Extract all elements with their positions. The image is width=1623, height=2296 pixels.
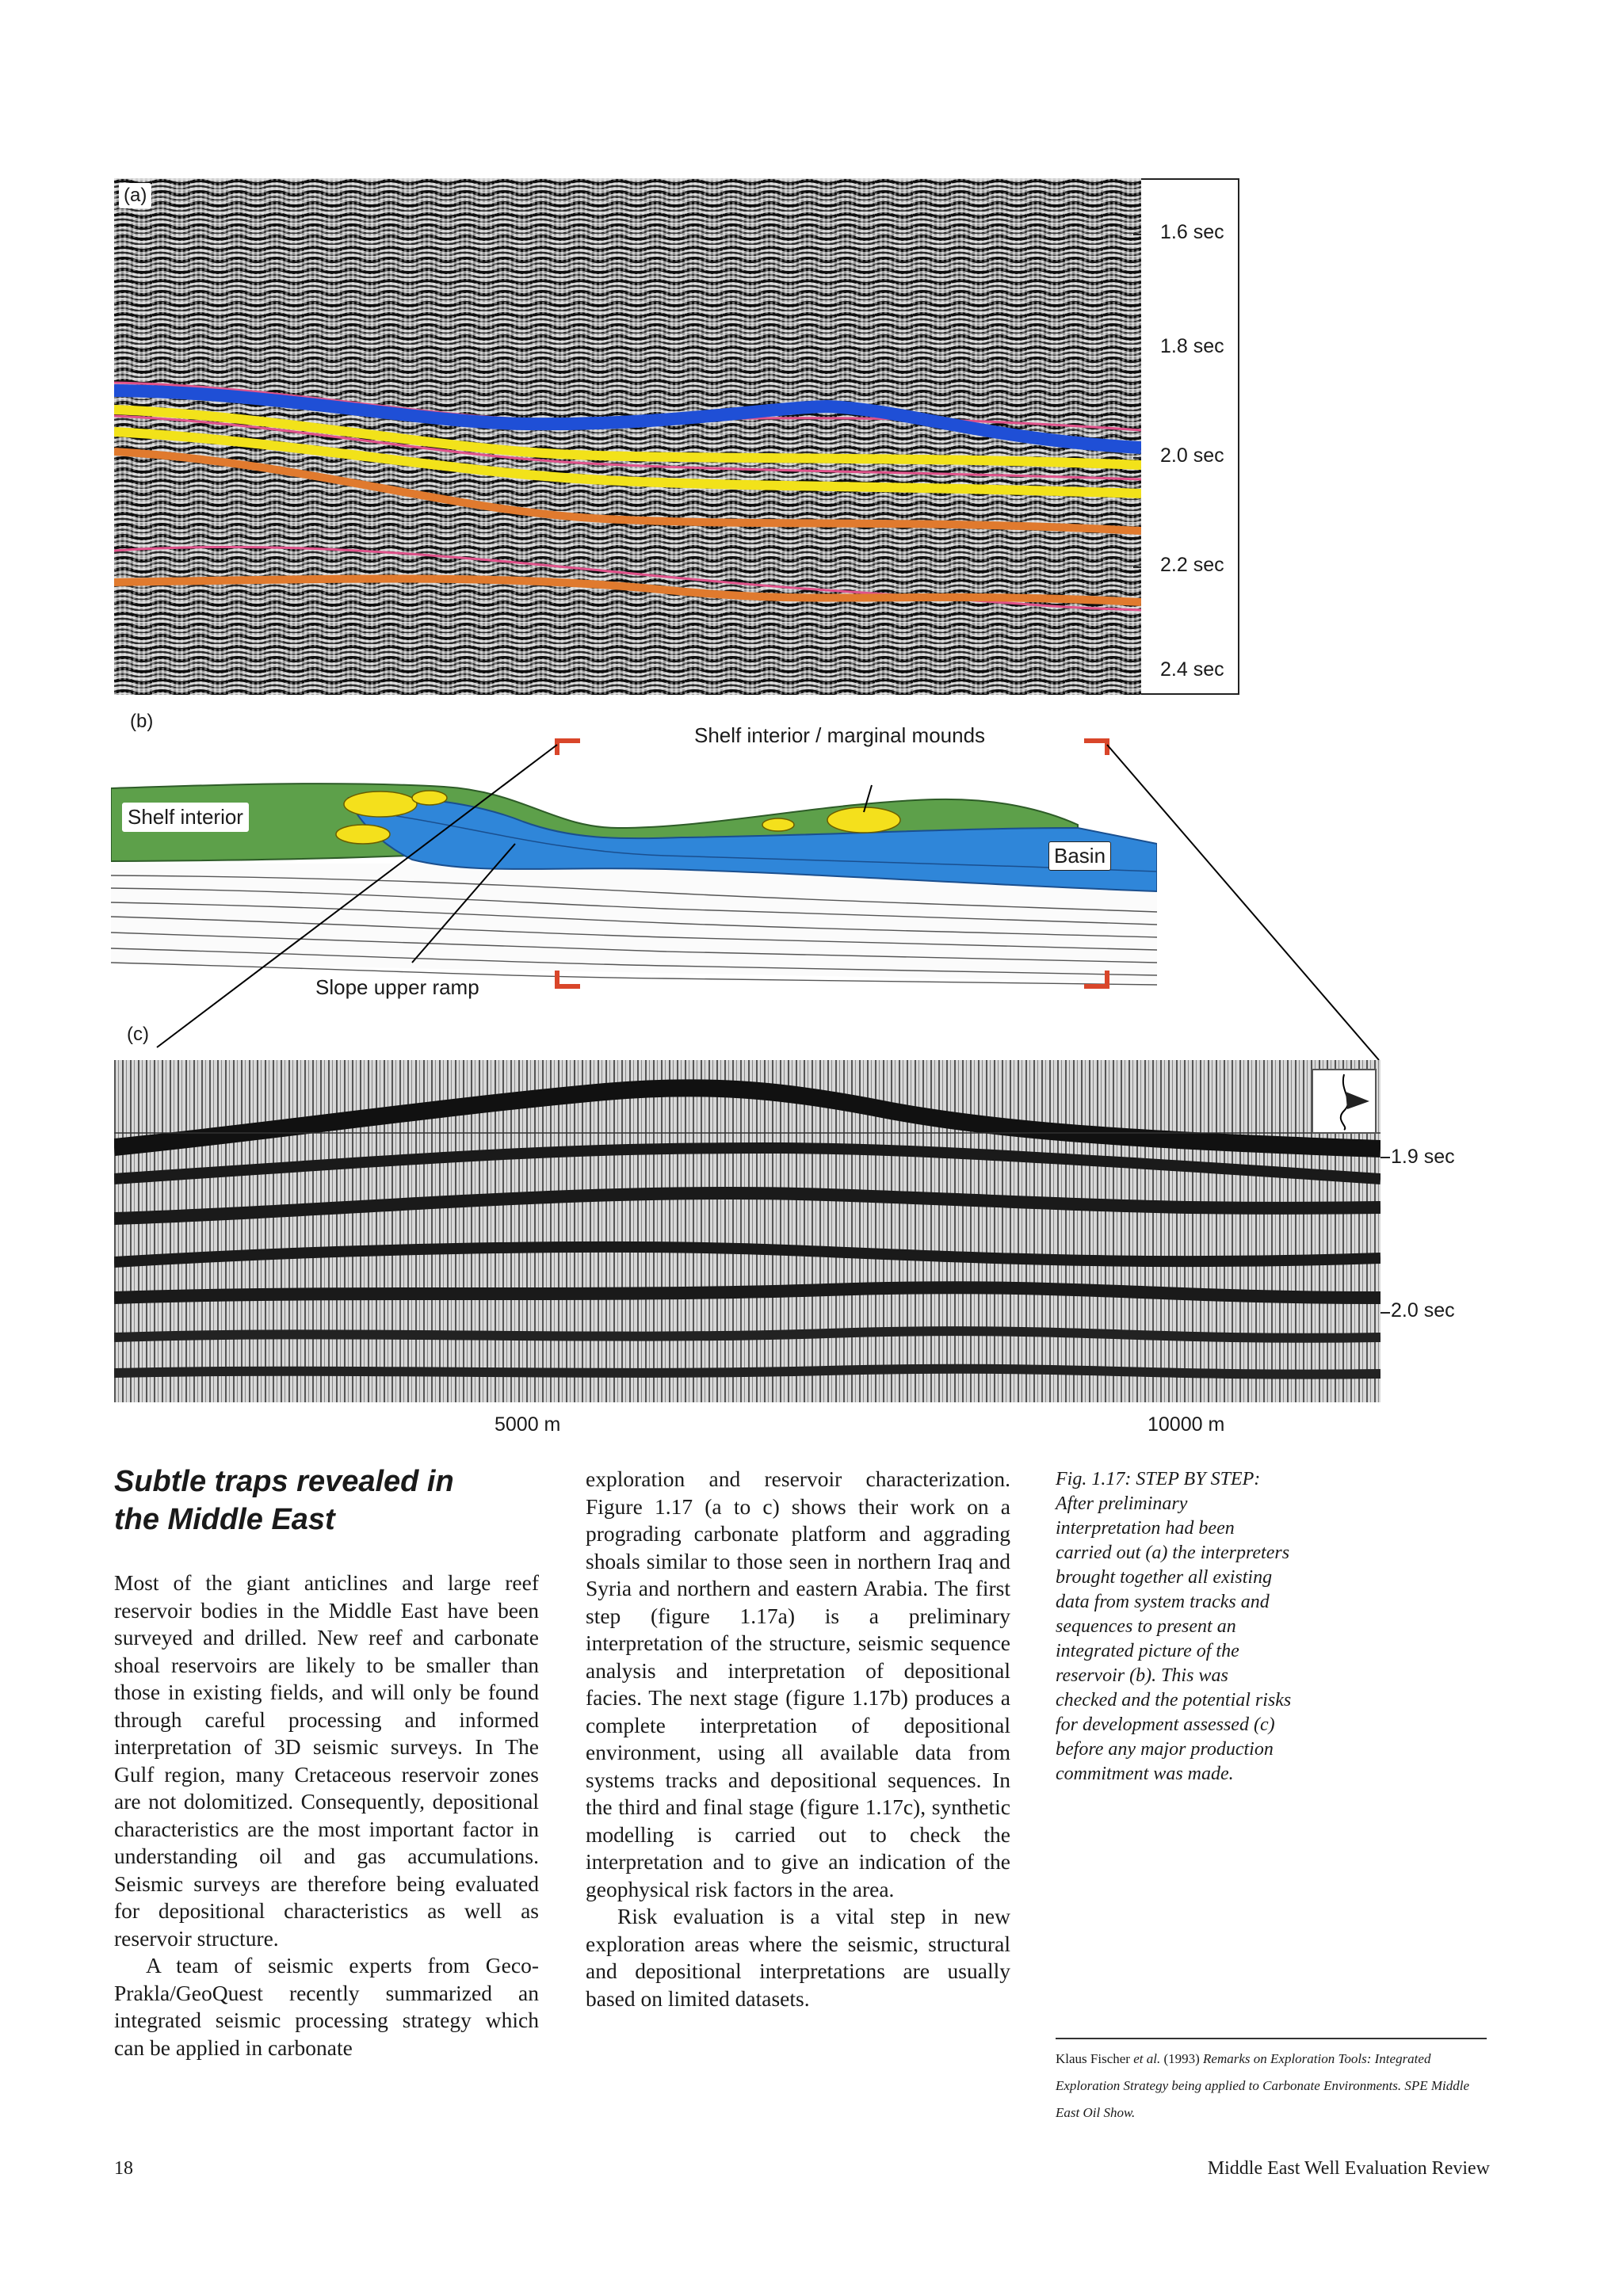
reference-title: Remarks on Exploration Tools: Integrated Exploration Strategy being applied to Carbonate Environments. SPE Middle East Oil Show. xyxy=(1056,2051,1470,2120)
column-2 xyxy=(586,1466,1010,2012)
reference-year: (1993) xyxy=(1163,2051,1200,2066)
caption-text: After preliminary interpretation had been carried out (a) the interpreters brought together all existing data from system tracks and sequences to present an integrated picture of the reservoir (b). This was checked and the potential risks for development assessed (c) before any major production commitment was made. xyxy=(1056,1493,1292,1784)
panel-a-label: (a) xyxy=(119,183,151,208)
slope-label: Slope upper ramp xyxy=(315,975,479,999)
zoom-connector-lines xyxy=(0,0,1623,1109)
time-tick-label: 2.0 sec xyxy=(1160,444,1224,467)
reference-etal: et al. xyxy=(1133,2051,1161,2066)
shelf-interior-label: Shelf interior xyxy=(122,803,249,832)
title-line-2: the Middle East xyxy=(114,1503,335,1536)
tick-mark xyxy=(1381,1157,1390,1158)
page-number: 18 xyxy=(114,2158,133,2179)
caption-label: Fig. 1.17: STEP BY STEP: xyxy=(1056,1469,1261,1489)
column-1 xyxy=(114,1569,539,2061)
figure-caption xyxy=(1056,1467,1293,1787)
basin-label: Basin xyxy=(1048,841,1111,871)
paragraph: A team of seismic experts from Geco-Prakla/GeoQuest recently summarized an integrated seismic processing strategy which can be applied in carbonate xyxy=(114,1953,539,2060)
distance-tick-label: 5000 m xyxy=(495,1413,561,1436)
article-title xyxy=(114,1463,558,1539)
panel-b-label: (b) xyxy=(125,709,158,734)
paragraph: Most of the giant anticlines and large reef reservoir bodies in the Middle East have been surveyed and drilled. New reef and carbonate shoal reservoirs are likely to be smaller than those in existing fields, and will only be found through careful processing and informed interpretation of 3D seismic surveys. In The Gulf region, many Cretaceous reservoir zones are not dolomitized. Consequently, depositional characteristics are the most important factor in understanding oil and gas accumulations. Seismic surveys are therefore being evaluated for depositional characteristics as well as reservoir structure. xyxy=(114,1570,539,1951)
time-tick-label: 1.6 sec xyxy=(1160,221,1224,243)
publication-name: Middle East Well Evaluation Review xyxy=(1207,2158,1490,2179)
synthetic-seismic-image xyxy=(114,1060,1381,1402)
paragraph: exploration and reservoir characterization. Figure 1.17 (a to c) shows their work on a prograding carbonate platform and aggrading shoals similar to those seen in northern Iraq and Syria and northern and eastern Arabia. The first step (figure 1.17a) is a preliminary interpretation of the structure, seismic sequence analysis and interpretation of depositional facies. The next stage (figure 1.17b) produces a complete interpretation of depositional environment, using all available data from systems tracks and depositional sequences. In the third and final stage (figure 1.17c), synthetic modelling is carried out to check the interpretation and to give an indication of the geophysical risk factors in the area. xyxy=(586,1466,1010,1901)
time-tick-label: 2.0 sec xyxy=(1391,1299,1455,1322)
reference xyxy=(1056,2046,1484,2126)
time-tick-label: 1.9 sec xyxy=(1391,1146,1455,1168)
title-line-1: Subtle traps revealed in xyxy=(114,1465,454,1498)
shelf-mounds-label: Shelf interior / marginal mounds xyxy=(694,723,986,747)
panel-c-label: (c) xyxy=(122,1022,154,1047)
tick-mark xyxy=(1381,1312,1390,1314)
reference-rule xyxy=(1056,2038,1487,2039)
time-tick-label: 2.4 sec xyxy=(1160,658,1224,681)
time-tick-label: 1.8 sec xyxy=(1160,335,1224,357)
figure-panel-c xyxy=(114,1060,1381,1402)
paragraph: Risk evaluation is a vital step in new exploration areas where the seismic, structural and depositional interpretations are usually based on limited datasets. xyxy=(586,1904,1010,2011)
time-tick-label: 2.2 sec xyxy=(1160,554,1224,576)
distance-tick-label: 10000 m xyxy=(1148,1413,1225,1436)
reference-authors: Klaus Fischer xyxy=(1056,2051,1130,2066)
